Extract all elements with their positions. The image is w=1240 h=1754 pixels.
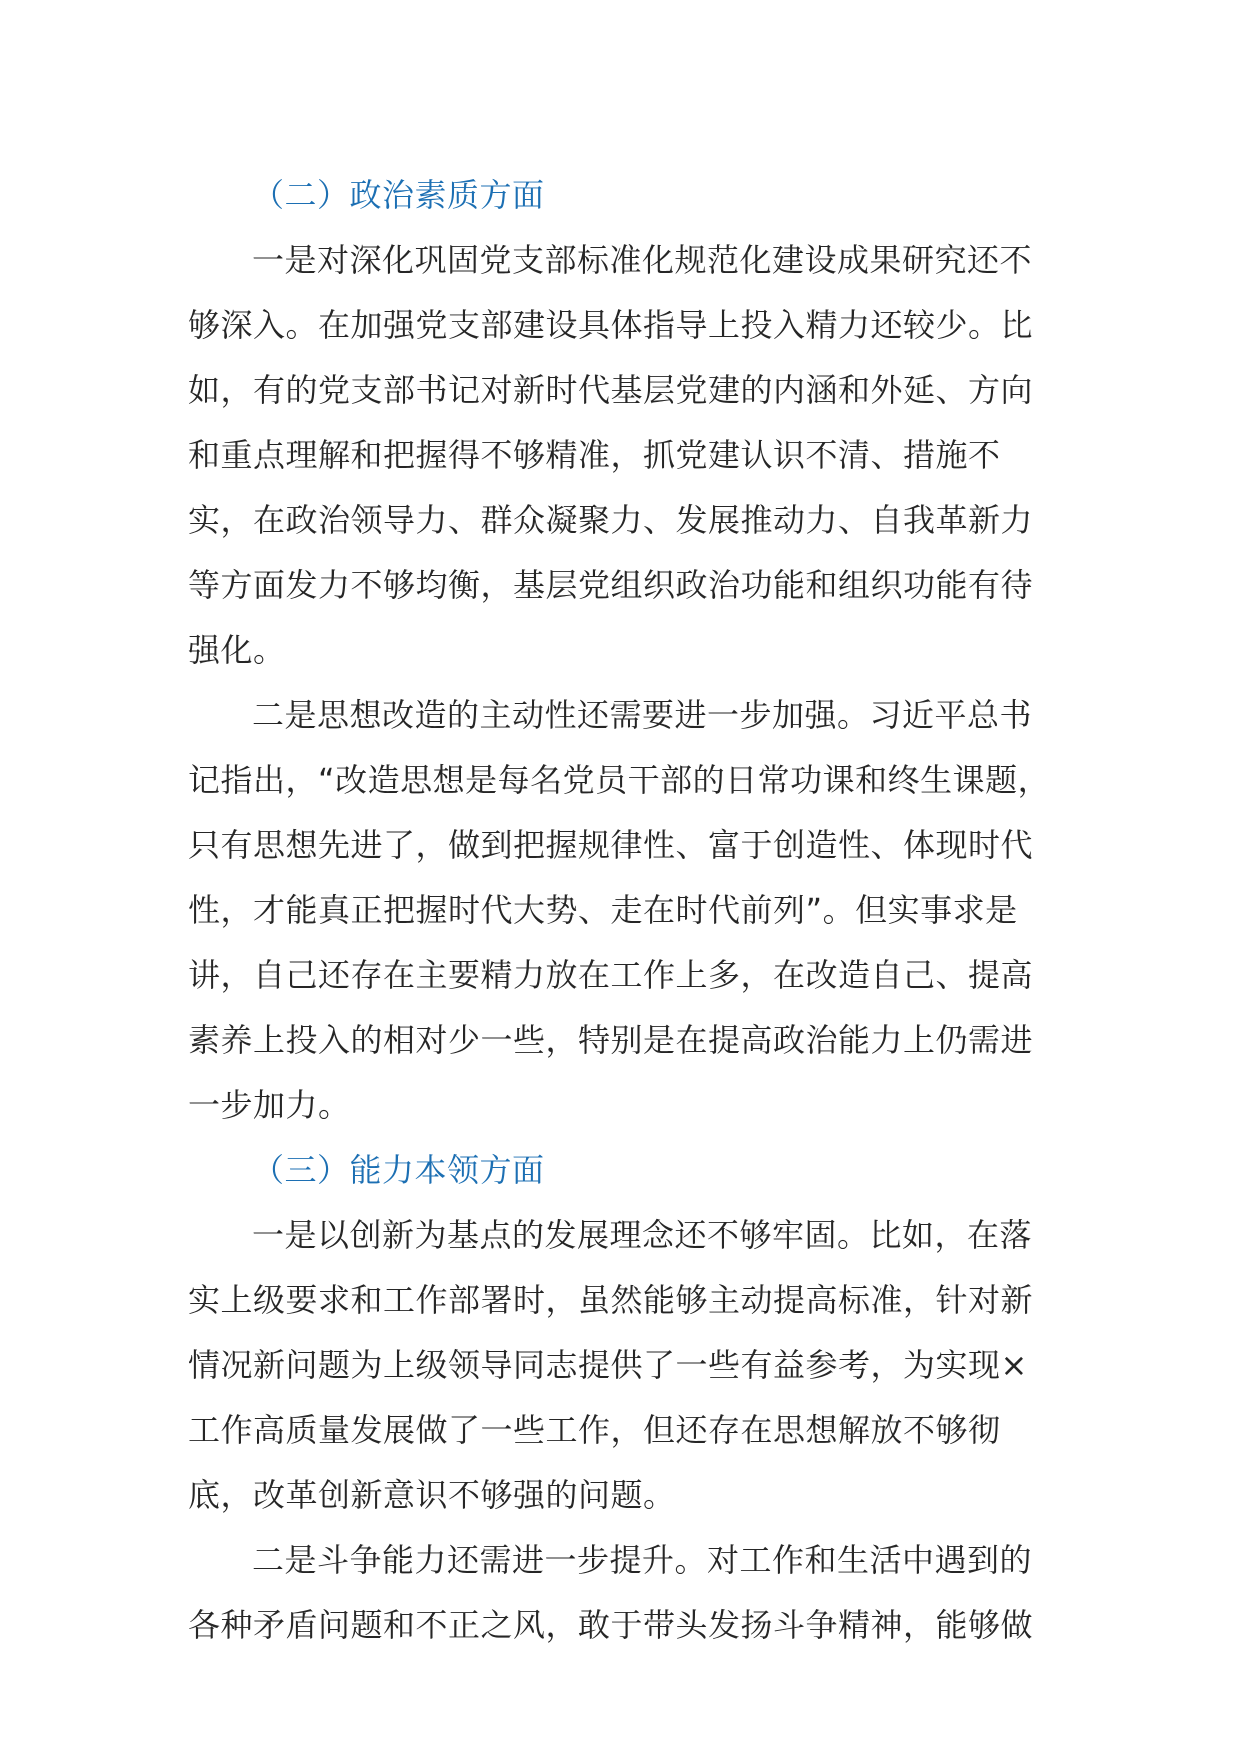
- paragraph-struggle-ability: 二是斗争能力还需进一步提升。对工作和生活中遇到的各种矛盾问题和不正之风，敢于带头发扬斗争精神，能够做: [188, 1541, 1034, 1644]
- section-heading-ability: （三）能力本领方面: [252, 1151, 545, 1189]
- paragraph-innovation-concept: 一是以创新为基点的发展理念还不够牢固。比如，在落实上级要求和工作部署时，虽然能够主动提高标准，针对新情况新问题为上级领导同志提供了一些有益参考，为实现×工作高质量发展做了一些工作，但还存在思想解放不够彻底，改革创新意识不够强的问题。: [188, 1216, 1034, 1514]
- document-body: [188, 163, 1054, 1658]
- paragraph-thought-reform: 二是思想改造的主动性还需要进一步加强。习近平总书记指出，“改造思想是每名党员干部的日常功课和终生课题，只有思想先进了，做到把握规律性、富于创造性、体现时代性，才能真正把握时代大势、走在时代前列”。但实事求是讲，自己还存在主要精力放在工作上多，在改造自己、提高素养上投入的相对少一些，特别是在提高政治能力上仍需进一步加力。: [188, 696, 1051, 1124]
- section-heading-political-quality: （二）政治素质方面: [252, 176, 545, 214]
- paragraph-party-branch-standardization: 一是对深化巩固党支部标准化规范化建设成果研究还不够深入。在加强党支部建设具体指导上投入精力还较少。比如，有的党支部书记对新时代基层党建的内涵和外延、方向和重点理解和把握得不够精准，抓党建认识不清、措施不实，在政治领导力、群众凝聚力、发展推动力、自我革新力等方面发力不够均衡，基层党组织政治功能和组织功能有待强化。: [188, 241, 1034, 669]
